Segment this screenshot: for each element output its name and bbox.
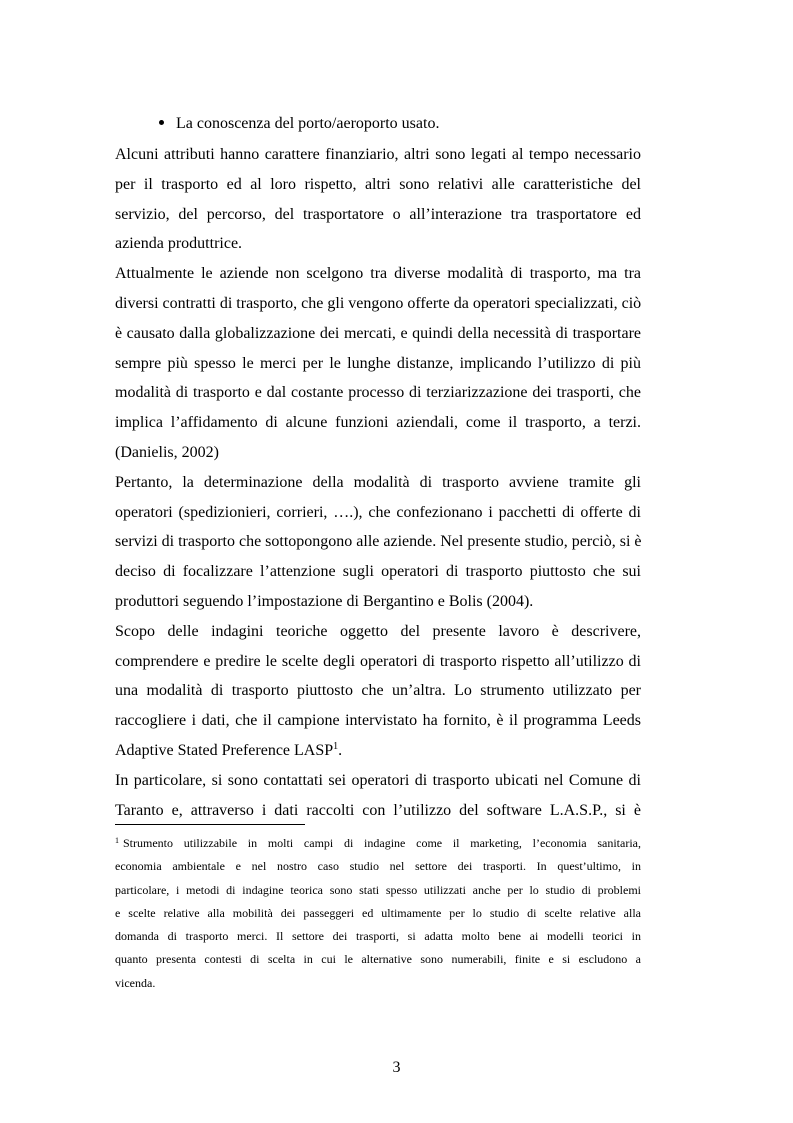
- text-line: per il trasporto ed al loro rispetto, altri sono relativi alle caratteristiche del: [115, 175, 641, 193]
- text-line: comprendere e predire le scelte degli operatori di trasporto rispetto all’utilizzo di: [115, 652, 641, 670]
- text-line: operatori (spedizionieri, corrieri, ….), che confezionano i pacchetti di offerte di: [115, 503, 641, 521]
- text-line: Attualmente le aziende non scelgono tra diverse modalità di trasporto, ma tra: [115, 265, 641, 283]
- bullet-text: La conoscenza del porto/aeroporto usato.: [176, 115, 440, 132]
- footnote-line: vicenda.: [115, 975, 156, 990]
- footnote-line: [115, 832, 641, 855]
- text-line: deciso di focalizzare l’attenzione sugli operatori di trasporto piuttosto che sui: [115, 563, 641, 581]
- text-line: raccogliere i dati, che il campione intervistato ha fornito, è il programma Leeds: [115, 712, 641, 730]
- text-line: servizi di trasporto che sottopongono alle aziende. Nel presente studio, perciò, si è: [115, 533, 642, 551]
- bullet-icon: [159, 120, 164, 125]
- footnote-separator: [115, 824, 305, 825]
- text-line: Scopo delle indagini teoriche oggetto del presente lavoro è descrivere,: [115, 622, 641, 640]
- text-line: implica l’affidamento di alcune funzioni aziendali, come il trasporto, a terzi.: [115, 414, 641, 432]
- text-line: modalità di trasporto e dal costante processo di terziarizzazione dei trasporti, che: [115, 384, 641, 402]
- text-line: produttori seguendo l’impostazione di Bergantino e Bolis (2004).: [115, 592, 534, 610]
- text-line: è causato dalla globalizzazione dei mercati, e quindi della necessità di trasportare: [115, 324, 641, 342]
- text-line: servizio, del percorso, del trasportatore o all’interazione tra trasportatore ed: [115, 205, 641, 223]
- text-line-trailing: .: [338, 741, 343, 759]
- footnote-line: e scelte relative alla mobilità dei passeggeri ed ultimamente per lo studio di scelte relative alla: [115, 905, 641, 920]
- text-line: Taranto e, attraverso i dati raccolti con l’utilizzo del software L.A.S.P., si è: [115, 801, 641, 819]
- footnote-line-text: Strumento utilizzabile in molti campi di indagine come il marketing, l’economia sanitaria,: [123, 836, 641, 850]
- text-line: azienda produttrice.: [115, 235, 243, 253]
- text-line: (Danielis, 2002): [115, 443, 219, 461]
- text-line: una modalità di trasporto piuttosto che un’altra. Lo strumento utilizzato per: [115, 682, 641, 700]
- footnote-reference[interactable]: 1: [333, 740, 339, 752]
- body-paragraphs: [115, 140, 641, 825]
- text-line: In particolare, si sono contattati sei operatori di trasporto ubicati nel Comune di: [115, 771, 641, 789]
- text-line-content: Adaptive Stated Preference LASP: [115, 741, 334, 759]
- text-line: Alcuni attributi hanno carattere finanziario, altri sono legati al tempo necessario: [115, 146, 641, 163]
- text-line: sempre più spesso le merci per le lunghe distanze, implicando l’utilizzo di più: [115, 354, 641, 372]
- footnote-marker: 1: [115, 836, 119, 845]
- footnote: [115, 832, 641, 995]
- page-number: 3: [392, 1059, 401, 1076]
- text-line-with-footnote-ref: [115, 736, 641, 766]
- footnote-line: particolare, i metodi di indagine teorica sono stati spesso utilizzati anche per lo studio di problemi: [115, 882, 641, 897]
- text-line: diversi contratti di trasporto, che gli vengono offerte da operatori specializzati, ciò: [115, 294, 642, 312]
- footnote-line: quanto presenta contesti di scelta in cui le alternative sono numerabili, finite e si escludono a: [115, 952, 641, 967]
- footnote-line: domanda di trasporto merci. Il settore dei trasporti, si adatta molto bene ai modelli teorici in: [115, 929, 641, 944]
- text-line: Pertanto, la determinazione della modalità di trasporto avviene tramite gli: [115, 473, 641, 491]
- footnote-line: economia ambientale e nel nostro caso studio nel settore dei trasporti. In quest’ultimo, in: [115, 859, 641, 874]
- bullet-item: [159, 114, 439, 134]
